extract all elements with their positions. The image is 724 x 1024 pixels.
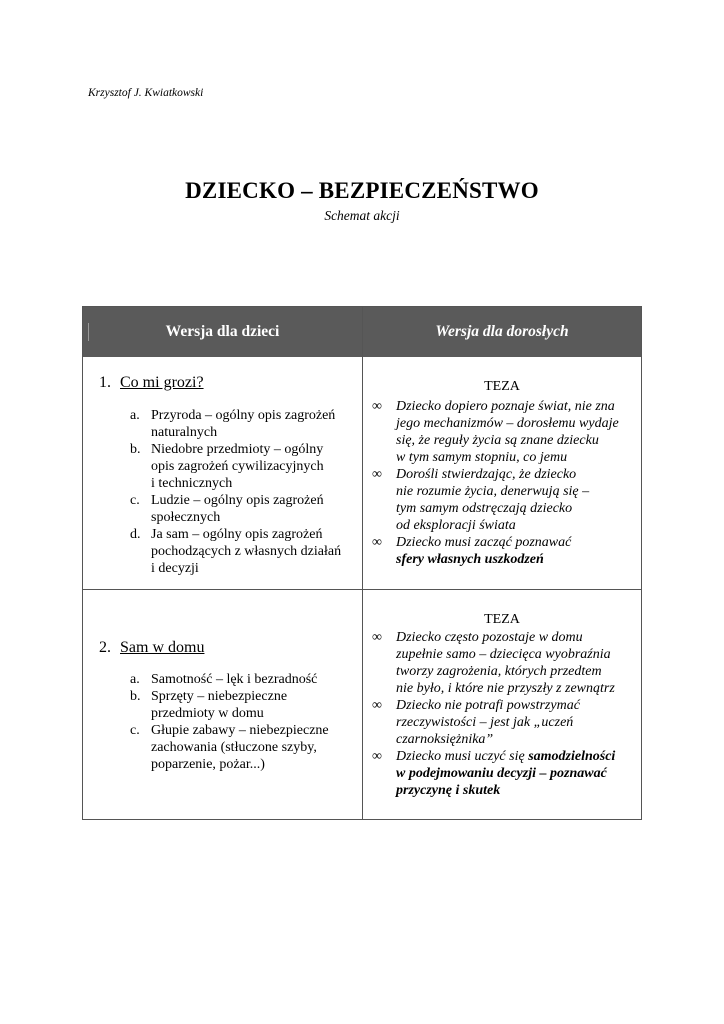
item-line: Głupie zabawy – niebezpieczne (151, 723, 329, 738)
bullet-line: Dorośli stwierdzając, że dziecko (396, 467, 577, 482)
item-line: Niedobre przedmioty – ogólny (151, 442, 324, 457)
item-letter: a. (130, 672, 140, 687)
item-line: opis zagrożeń cywilizacyjnych (151, 459, 324, 474)
bullet-line: Dziecko musi uczyć się samodzielności (396, 749, 616, 764)
infinity-bullet-icon: ∞ (372, 698, 382, 713)
row2-thesis-label: TEZA (484, 612, 520, 627)
item-line: poparzenie, pożar...) (151, 757, 265, 772)
bullet-line: czarnoksiężnika” (396, 732, 494, 747)
row2-heading-text: Sam w domu (120, 639, 205, 656)
bullet-line: nie rozumie życia, denerwują się – (396, 484, 590, 499)
item-line: Ja sam – ogólny opis zagrożeń (151, 527, 323, 542)
header-children-version: Wersja dla dzieci (165, 323, 280, 340)
item-line: naturalnych (151, 425, 218, 440)
item-line: pochodzących z własnych działań (151, 544, 342, 559)
bullet-line: tworzy zagrożenia, których przedtem (396, 664, 602, 679)
bullet-line: od eksploracji świata (396, 518, 516, 533)
bullet-line: Dziecko nie potrafi powstrzymać (396, 698, 580, 713)
item-line: Sprzęty – niebezpieczne (151, 689, 288, 704)
header-adults-version: Wersja dla dorosłych (435, 323, 569, 340)
item-line: i decyzji (151, 561, 199, 576)
item-line: społecznych (151, 510, 221, 525)
item-line: Ludzie – ogólny opis zagrożeń (151, 493, 324, 508)
item-line: Samotność – lęk i bezradność (151, 672, 318, 687)
item-line: i technicznych (151, 476, 233, 491)
infinity-bullet-icon: ∞ (372, 467, 382, 482)
document-subtitle: Schemat akcji (324, 208, 400, 223)
item-letter: b. (130, 689, 141, 704)
row2-number: 2. (99, 639, 111, 656)
bullet-line-bold: przyczynę i skutek (396, 783, 501, 798)
infinity-bullet-icon: ∞ (372, 630, 382, 645)
bullet-line-bold: w podejmowaniu decyzji – poznawać (396, 766, 607, 781)
bullet-line: się, że reguły życia są znane dziecku (396, 433, 599, 448)
item-line: zachowania (stłuczone szyby, (151, 740, 317, 755)
row-divider (83, 589, 641, 590)
item-letter: c. (130, 723, 140, 738)
item-letter: d. (130, 527, 141, 542)
bullet-line: w tym samym stopniu, co jemu (396, 450, 568, 465)
item-letter: c. (130, 493, 140, 508)
document-title: DZIECKO – BEZPIECZEŃSTWO (185, 178, 539, 203)
bullet-line: rzeczywistości – jest jak „uczeń (396, 715, 574, 730)
bullet-line-bold: sfery własnych uszkodzeń (396, 552, 544, 567)
item-letter: a. (130, 408, 140, 423)
author-name: Krzysztof J. Kwiatkowski (88, 87, 204, 99)
item-line: przedmioty w domu (151, 706, 264, 721)
bullet-line: nie było, i które nie przyszły z zewnątrz (396, 681, 615, 696)
bullet-line: zupełnie samo – dziecięca wyobraźnia (396, 647, 611, 662)
infinity-bullet-icon: ∞ (372, 399, 382, 414)
row1-heading-text: Co mi grozi? (120, 374, 204, 391)
scheme-table (82, 306, 642, 820)
bullet-line: jego mechanizmów – dorosłemu wydaje (396, 416, 619, 431)
infinity-bullet-icon: ∞ (372, 535, 382, 550)
bullet-line: Dziecko często pozostaje w domu (396, 630, 583, 645)
bullet-line: Dziecko dopiero poznaje świat, nie zna (396, 399, 615, 414)
bullet-line: tym samym odstręczają dziecko (396, 501, 573, 516)
row1-thesis-label: TEZA (484, 379, 520, 394)
bullet-line: Dziecko musi zacząć poznawać (396, 535, 572, 550)
infinity-bullet-icon: ∞ (372, 749, 382, 764)
item-line: Przyroda – ogólny opis zagrożeń (151, 408, 336, 423)
row1-number: 1. (99, 374, 111, 391)
item-letter: b. (130, 442, 141, 457)
